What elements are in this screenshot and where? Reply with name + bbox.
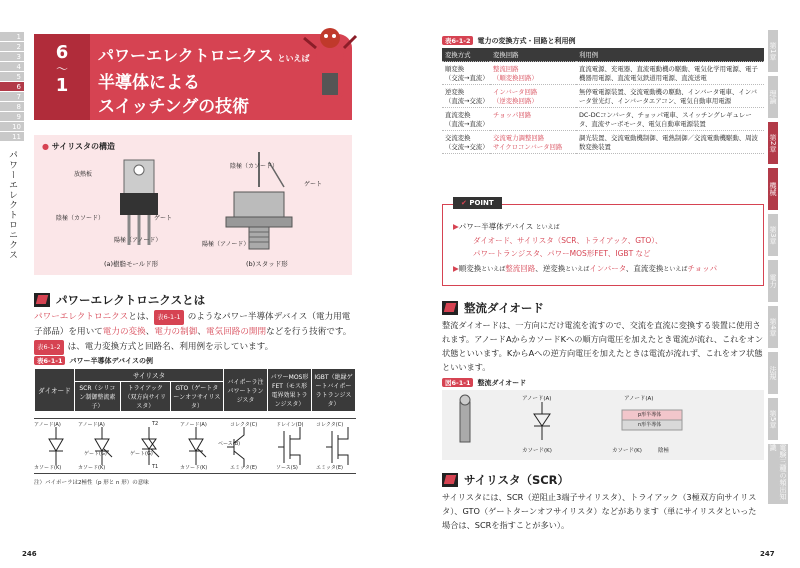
panel-title-text: サイリスタの構造	[51, 142, 116, 151]
page-number-left: 246	[22, 550, 37, 558]
title-line1: パワーエレクトロニクス	[98, 46, 274, 65]
point-box	[442, 199, 764, 286]
label-gate-b: ゲート	[304, 181, 323, 188]
point-line1: ▶パワー半導体デバイス といえば	[453, 222, 560, 231]
table2-label: 表6-1-2	[442, 36, 473, 45]
label-cathode-a: 陰極（カソード）	[56, 215, 105, 222]
nav-num[interactable]: 5	[0, 72, 24, 82]
dragon-mascot-icon	[300, 18, 360, 108]
text: インバータ	[589, 264, 626, 273]
text: といえば	[565, 266, 590, 273]
chapter-num-sep: 〜	[55, 62, 68, 76]
point-line3: パワートランジスタ、パワーMOS形FET、IGBT など	[473, 249, 651, 258]
sym-label: カソード(K)	[180, 465, 208, 471]
fig-label-anode2: アノード(A)	[624, 396, 654, 402]
text: などを行う技術です。	[266, 327, 352, 337]
text: チョッパ	[687, 264, 718, 273]
point-line4: ▶順変換といえば整流回路、逆変換といえばインバータ、直流変換といえばチョッパ	[453, 264, 718, 273]
text: 、直流変換	[625, 264, 664, 273]
thyristor-structure-panel	[34, 135, 352, 275]
text: 、逆変換	[535, 264, 566, 273]
sym-label: T2	[152, 421, 159, 427]
cell-mode: 交流変換	[445, 134, 471, 142]
left-chapter-nav	[0, 32, 24, 260]
section-heading-power-electronics	[34, 292, 205, 308]
label-anode-a: 陽極（アノード）	[114, 237, 162, 244]
nav-num[interactable]: 10	[0, 122, 24, 132]
text: パワー半導体デバイス	[458, 222, 534, 231]
cell-sub: （直流→直流）	[445, 120, 489, 128]
label-gate-a: ゲート	[154, 215, 173, 222]
section3-heading-text: サイリスタ（SCR）	[464, 473, 570, 487]
table-row	[442, 131, 764, 154]
pen-heading-icon	[442, 301, 458, 315]
cell-sub: （交流→直流）	[445, 74, 489, 82]
sym-label: コレクタ(C)	[230, 422, 258, 428]
sym-label: アノード(A)	[34, 422, 61, 428]
table1-note: 注）バイポーラは2極性（p 形と n 形）の意味	[34, 480, 149, 486]
term-power-electronics: パワーエレクトロニクス	[34, 312, 129, 322]
text: 順変換	[458, 264, 482, 273]
cell-circuit: サイクロコンバータ回路	[493, 143, 563, 151]
text: といえば	[535, 224, 560, 231]
tab-ch4[interactable]: 第4章	[768, 306, 778, 348]
nav-num[interactable]: 1	[0, 32, 24, 42]
fig-title: 整流ダイオード	[477, 379, 527, 387]
nav-num[interactable]: 3	[0, 52, 24, 62]
cell-use: 無停電電源装置、交流電動機の駆動、インバータ電車、インバータ蛍光灯、インバータエアコン、電気自動車用電源	[576, 85, 764, 108]
point-label-text: POINT	[469, 199, 494, 207]
cell-circuit: （順変換回路）	[493, 74, 538, 82]
table1-title: パワー半導体デバイスの例	[69, 357, 153, 365]
cell-circuit: 交流電力調整回路	[493, 134, 545, 142]
tab-ch1[interactable]: 第1章	[768, 30, 778, 72]
diode-diagram-icon	[442, 390, 764, 460]
th-circuit: 変換回路	[490, 48, 576, 62]
pen-heading-icon	[34, 293, 50, 307]
table1-caption	[34, 356, 153, 366]
table-row	[442, 85, 764, 108]
conversion-table	[442, 48, 764, 154]
tab-ch5[interactable]: 第5章	[768, 398, 778, 440]
text: のようなパワー半導体デバイス（電力用電子部品）を用いて	[34, 312, 351, 337]
fig-label-n: n形半導体	[638, 422, 662, 428]
cell-circuit: インバータ回路	[493, 88, 538, 96]
fig-label: 図6-1-1	[442, 378, 473, 387]
sym-label: ベース(B)	[218, 441, 241, 447]
text: といえば	[663, 266, 688, 273]
tab-ch2[interactable]: 第2章	[768, 122, 778, 164]
panel-title: ● サイリスタの構造	[42, 142, 116, 151]
sym-label: アノード(A)	[78, 422, 105, 428]
section-heading-scr	[442, 472, 569, 488]
col-mosfet: パワーMOS形FET（モス形電界効果トランジスタ）	[268, 369, 312, 412]
col-gto: GTO（ゲートターンオフサイリスタ）	[170, 382, 223, 412]
text: は、電力変換方式と回路名、利用例を示しています。	[67, 342, 274, 352]
table2-title: 電力の変換方式・回路と利用例	[477, 37, 576, 45]
nav-num[interactable]: 4	[0, 62, 24, 72]
device-table	[34, 368, 356, 412]
text: 、	[197, 327, 206, 337]
cell-mode: 順変換	[445, 65, 465, 73]
sym-label: エミッタ(E)	[316, 465, 343, 471]
fig1-caption	[442, 378, 526, 388]
section-heading-diode	[442, 300, 544, 316]
chapter-num-top: 6	[55, 42, 69, 63]
label-cathode-b: 陰極（カソード）	[230, 163, 279, 170]
cell-use: 調光装置、交流電動機制御、電熱制御／交流電動機駆動、周波数変換装置	[576, 131, 764, 154]
nav-num-active[interactable]: 6	[0, 82, 24, 92]
title-small: といえば	[277, 54, 310, 63]
tab-hoki[interactable]: 法規	[768, 352, 778, 394]
point-label: ✔ POINT	[453, 197, 502, 209]
sym-label: コレクタ(C)	[316, 422, 344, 428]
fig-label-cathode2: カソード(K)	[612, 448, 642, 454]
section2-heading-text: 整流ダイオード	[464, 301, 544, 315]
tab-kikai[interactable]: 機械	[768, 168, 778, 210]
title-line2: 半導体による	[98, 73, 200, 93]
sym-label: T1	[152, 464, 159, 470]
text: とは、	[128, 312, 155, 322]
label-heatsink: 放熱板	[74, 171, 93, 178]
th-use: 利用例	[576, 48, 764, 62]
sym-label: ソース(S)	[276, 465, 298, 471]
col-bipolar: バイポーラ注パワートランジスタ	[224, 369, 268, 412]
nav-num[interactable]: 2	[0, 42, 24, 52]
label-anode-b: 陽極（アノード）	[202, 241, 250, 248]
term-control: 電力の制御	[154, 327, 198, 337]
th-mode: 変換方式	[442, 48, 490, 62]
table1-label: 表6-1-1	[34, 356, 65, 365]
fig-label-electrode: 陰極	[658, 448, 670, 454]
cell-use: 直流電源、充電器、直流電動機の駆動、電気化学用電源、電子機器用電源、直流電気鉄道用電源、直流送電	[576, 62, 764, 85]
fig-label-p: p形半導体	[638, 412, 662, 418]
diode-figure	[442, 390, 764, 460]
text: 整流回路	[505, 264, 536, 273]
col-scr: SCR（シリコン制御整流素子）	[75, 382, 121, 412]
cell-sub: （交流→交流）	[445, 143, 489, 151]
nav-num[interactable]: 11	[0, 132, 24, 142]
col-diode: ダイオード	[35, 369, 75, 412]
sym-label: エミッタ(E)	[230, 465, 257, 471]
text: といえば	[481, 266, 506, 273]
text: 、	[145, 327, 155, 337]
caption-stud: (b)スタッド形	[246, 260, 288, 268]
col-igbt: IGBT（絶縁ゲートバイポーラトランジスタ）	[312, 369, 356, 412]
table2-caption	[442, 36, 575, 46]
section3-paragraph: サイリスタには、SCR（逆阻止3端子サイリスタ）、トライアック（3極双方向サイリスタ）、GTO（ゲートターンオフサイリスタ）などがあります（単にサイリスタといった場合は、SCRを指すことが多い）。	[442, 492, 757, 530]
sym-label: ドレイン(D)	[276, 422, 304, 428]
page-number-right: 247	[760, 550, 775, 558]
sym-label: アノード(A)	[180, 422, 207, 428]
nav-vertical-label: パワーエレクトロニクス	[7, 150, 17, 260]
fig-label-anode: アノード(A)	[522, 396, 552, 402]
point-line2: ダイオード、サイリスタ（SCR、トライアック、GTO）、	[473, 236, 663, 245]
cell-mode: 逆変換	[445, 88, 465, 96]
sym-label: ゲート(G)	[130, 451, 153, 457]
cell-circuit: 整流回路	[493, 65, 519, 73]
right-chapter-tabs	[768, 30, 800, 508]
tab-riron[interactable]: 理論	[768, 76, 778, 118]
pen-heading-icon	[442, 473, 458, 487]
cell-circuit: チョッパ回路	[493, 111, 532, 119]
cell-circuit: （逆変換回路）	[493, 97, 538, 105]
term-conversion: 電力の変換	[102, 327, 146, 337]
section1-paragraph	[34, 310, 354, 355]
nav-num[interactable]: 8	[0, 102, 24, 112]
table-ref[interactable]: 表6-1-2	[34, 340, 64, 355]
table-ref[interactable]: 表6-1-1	[154, 310, 184, 325]
cell-sub: （直流→交流）	[445, 97, 489, 105]
col-triac: トライアック（双方向サイリスタ）	[120, 382, 170, 412]
title-line3: スイッチングの技術	[98, 97, 250, 117]
tab-denryoku[interactable]: 電力	[768, 260, 778, 302]
sym-label: カソード(K)	[34, 465, 62, 471]
section1-heading-text: パワーエレクトロニクスとは	[56, 293, 206, 307]
tab-knowledge[interactable]: 電験三種の頻出知識	[768, 444, 788, 504]
section2-paragraph: 整流ダイオードは、一方向にだけ電流を流すので、交流を直流に変換する装置に使用されます。アノードAからカソードKへの順方向電圧を加えたとき電流が流れ、これをオン状態といいます。KからAへの逆方向電圧を加えたときは電流が流れず、これをオフ状態といいます。	[442, 320, 764, 372]
chapter-number	[34, 34, 90, 120]
table-row	[442, 108, 764, 131]
caption-resin: (a)樹脂モールド形	[104, 260, 159, 268]
cell-mode: 直流変換	[445, 111, 471, 119]
nav-num[interactable]: 7	[0, 92, 24, 102]
cell-use: DC-DCコンバータ、チョッパ電車、スイッチングレギュレータ、直流サーボモータ、電気自動車電源装置	[576, 108, 764, 131]
chapter-num-bottom: 1	[55, 75, 69, 96]
term-switching: 電気回路の開閉	[205, 327, 267, 337]
sym-label: カソード(K)	[78, 465, 106, 471]
tab-ch3[interactable]: 第3章	[768, 214, 778, 256]
nav-num[interactable]: 9	[0, 112, 24, 122]
fig-label-cathode: カソード(K)	[522, 448, 552, 454]
sym-label: ゲート(G)	[84, 451, 107, 457]
chapter-title	[98, 43, 310, 66]
col-group-thyristor: サイリスタ	[75, 369, 224, 382]
table-row	[442, 62, 764, 85]
